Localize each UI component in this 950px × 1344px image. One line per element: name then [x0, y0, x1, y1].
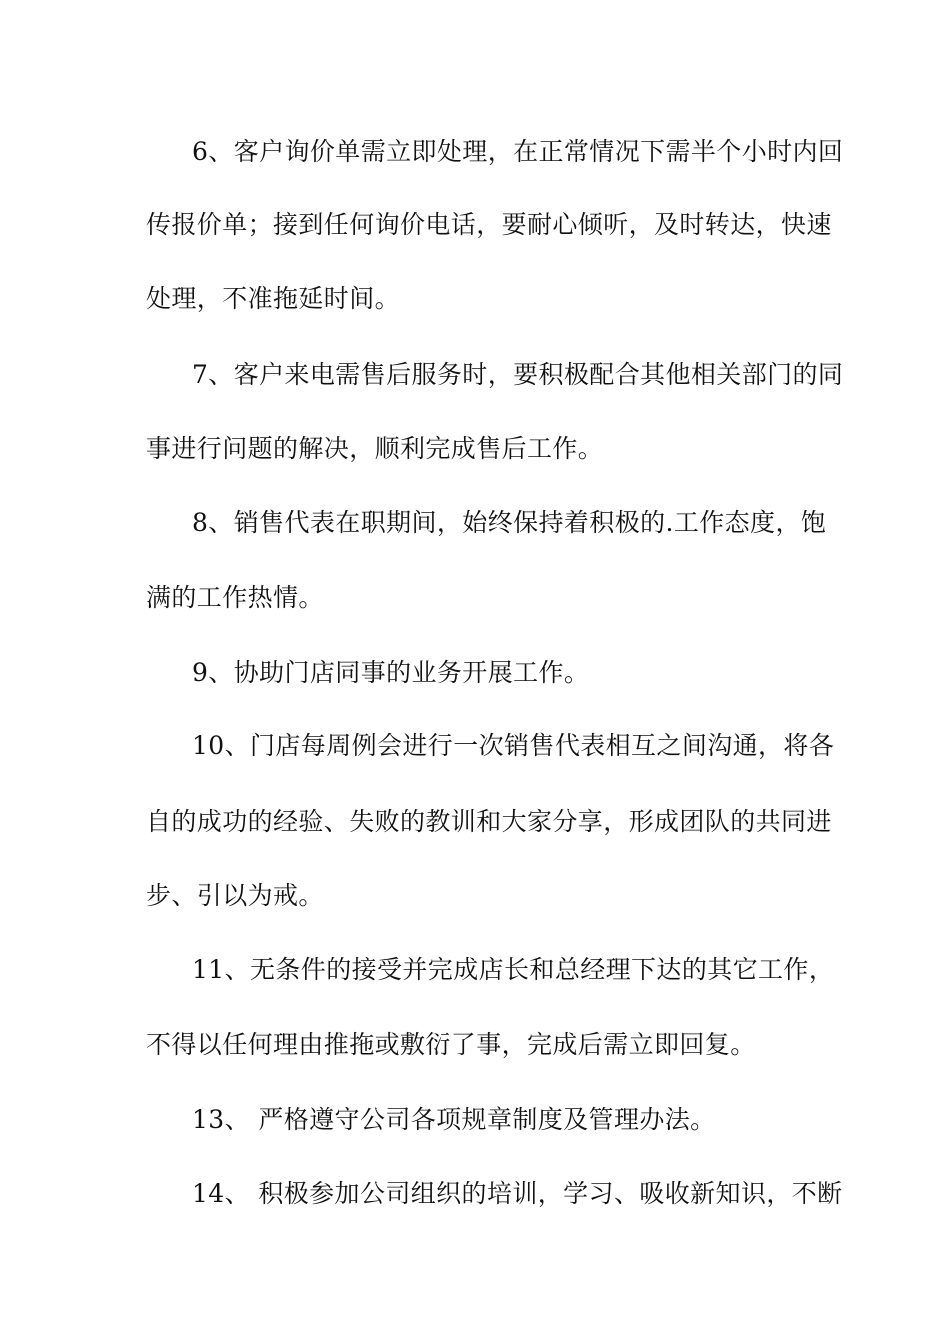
text-line: 14、 积极参加公司组织的培训，学习、吸收新知识，不断 — [192, 1179, 843, 1208]
text-line: 传报价单；接到任何询价电话，要耐心倾听，及时转达，快速 — [146, 210, 832, 239]
text-line: 满的工作热情。 — [146, 583, 324, 612]
text-line: 8、销售代表在职期间，始终保持着积极的.工作态度，饱 — [192, 508, 827, 537]
text-line: 11、无条件的接受并完成店长和总经理下达的其它工作， — [192, 955, 835, 984]
text-line: 事进行问题的解决，顺利完成售后工作。 — [146, 434, 604, 463]
text-line: 7、客户来电需售后服务时，要积极配合其他相关部门的同 — [192, 360, 844, 389]
text-line: 10、门店每周例会进行一次销售代表相互之间沟通，将各 — [192, 731, 835, 760]
text-line: 9、协助门店同事的业务开展工作。 — [192, 658, 590, 687]
text-line: 6、客户询价单需立即处理，在正常情况下需半个小时内回 — [192, 137, 844, 166]
text-line: 自的成功的经验、失败的教训和大家分享，形成团队的共同进 — [146, 807, 832, 836]
text-line: 处理，不准拖延时间。 — [146, 284, 401, 313]
text-line: 步、引以为戒。 — [146, 881, 324, 910]
text-line: 13、 严格遵守公司各项规章制度及管理办法。 — [192, 1105, 716, 1134]
text-line: 不得以任何理由推拖或敷衍了事，完成后需立即回复。 — [146, 1030, 756, 1059]
